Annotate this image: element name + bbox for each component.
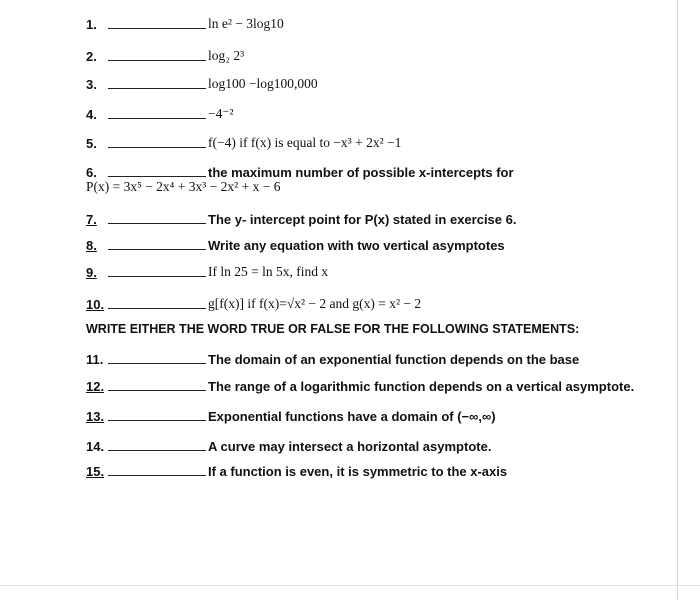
question-number: 2. <box>86 49 97 64</box>
answer-blank <box>108 60 206 61</box>
question-number: 7. <box>86 212 97 227</box>
statement-row-14 <box>86 432 491 454</box>
question-prompt: Write any equation with two vertical asymptotes <box>208 238 505 253</box>
answer-blank <box>108 420 206 421</box>
statement-text: If a function is even, it is symmetric to the x-axis <box>208 464 508 479</box>
statement-number: 15. <box>86 464 105 479</box>
answer-blank <box>108 118 206 119</box>
question-row-1 <box>86 10 284 32</box>
page-edge-divider <box>677 0 678 600</box>
question-prompt: The y- intercept point for P(x) stated in exercise 6. <box>208 212 517 227</box>
answer-blank <box>108 390 206 391</box>
question-row-2 <box>86 42 244 64</box>
question-number: 9. <box>86 265 97 280</box>
answer-blank <box>108 249 206 250</box>
question-row-4 <box>86 100 234 122</box>
page-bottom-divider <box>0 585 700 586</box>
question-number: 6. <box>86 165 97 180</box>
question-prompt: the maximum number of possible x-intercepts for <box>208 165 514 180</box>
answer-blank <box>108 475 206 476</box>
answer-blank <box>108 450 206 451</box>
answer-blank <box>108 28 206 29</box>
question-row-10 <box>86 290 421 312</box>
statement-number: 12. <box>86 379 105 394</box>
statement-row-12 <box>86 372 634 394</box>
question-row-3 <box>86 70 318 92</box>
question-number: 8. <box>86 238 97 253</box>
answer-blank <box>108 223 206 224</box>
true-false-section-heading: WRITE EITHER THE WORD TRUE OR FALSE FOR THE FOLLOWING STATEMENTS: <box>86 322 580 336</box>
statement-text: Exponential functions have a domain of (−∞,∞) <box>208 409 496 424</box>
statement-row-15 <box>86 457 507 479</box>
question-prompt: If ln 25 = ln 5x, find x <box>208 264 329 279</box>
question-number: 4. <box>86 107 97 122</box>
statement-text: The domain of an exponential function depends on the base <box>208 352 580 367</box>
question-prompt: g[f(x)] if f(x)=√x² − 2 and g(x) = x² − 2 <box>208 296 422 311</box>
question-row-5 <box>86 129 401 151</box>
statement-row-11 <box>86 345 579 367</box>
question-row-8 <box>86 231 505 253</box>
polynomial-expression: P(x) = 3x⁵ − 2x⁴ + 3x³ − 2x² + x − 6 <box>86 179 281 194</box>
question-row-6 <box>86 158 514 180</box>
question-number: 3. <box>86 77 97 92</box>
question-number: 1. <box>86 17 97 32</box>
answer-blank <box>108 308 206 309</box>
question-prompt: log100 −log100,000 <box>208 76 318 91</box>
question-prompt: log₂ 2³ <box>208 48 245 63</box>
answer-blank <box>108 176 206 177</box>
answer-blank <box>108 276 206 277</box>
question-number: 10. <box>86 297 105 312</box>
statement-number: 11. <box>86 352 104 367</box>
statement-row-13 <box>86 402 496 424</box>
question-row-7 <box>86 205 516 227</box>
question-prompt: ln e² − 3log10 <box>208 16 284 31</box>
statement-text: The range of a logarithmic function depends on a vertical asymptote. <box>208 379 635 394</box>
question-prompt: f(−4) if f(x) is equal to −x³ + 2x² −1 <box>208 135 402 150</box>
question-row-9 <box>86 258 328 280</box>
question-prompt: −4⁻² <box>208 106 234 121</box>
question-number: 5. <box>86 136 97 151</box>
statement-text: A curve may intersect a horizontal asymptote. <box>208 439 492 454</box>
statement-number: 14. <box>86 439 105 454</box>
answer-blank <box>108 147 206 148</box>
answer-blank <box>108 363 206 364</box>
statement-number: 13. <box>86 409 105 424</box>
answer-blank <box>108 88 206 89</box>
